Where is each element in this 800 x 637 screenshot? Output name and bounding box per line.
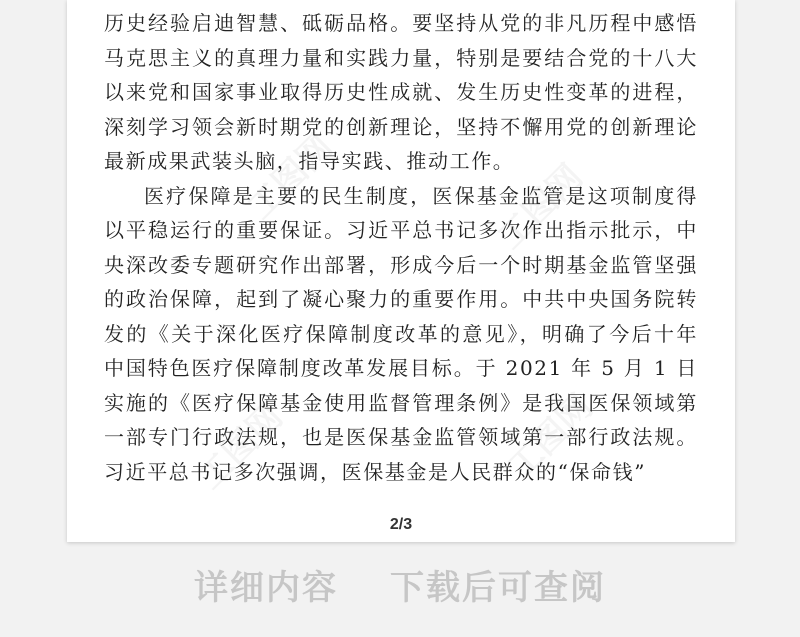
page-number: 2/3 <box>389 516 413 533</box>
document-body <box>104 6 698 489</box>
download-prompt-banner[interactable] <box>0 560 800 609</box>
paragraph-2: 医疗保障是主要的民生制度，医保基金监管是这项制度得以平稳运行的重要保证。习近平总书记多次作出指示批示，中央深改委专题研究作出部署，形成今后一个时期基金监管坚强的政治保障，起到了凝心聚力的重要作用。中共中央国务院转发的《关于深化医疗保障制度改革的意见》，明确了今后十年中国特色医疗保障制度改革发展目标。于 2021 年 5 月 1 日实施的《医疗保障基金使用监督管理条例》是我国医保领域第一部专门行政法规，也是医保基金监管领域第一部行政法规。习近平总书记多次强调，医保基金是人民群众的“保命钱” <box>104 183 698 484</box>
document-page <box>67 0 735 542</box>
watermark: 工图网 <box>190 396 291 498</box>
banner-left-text: 详细内容 <box>194 568 338 608</box>
watermark: 工图网 <box>500 386 601 488</box>
banner-right-text: 下载后可查阅 <box>390 568 606 608</box>
watermark: 工图网 <box>240 126 341 228</box>
watermark: 工图网 <box>490 156 591 258</box>
paragraph-1: 历史经验启迪智慧、砥砺品格。要坚持从党的非凡历程中感悟马克思主义的真理力量和实践力量，特别是要结合党的十八大以来党和国家事业取得历史性成就、发生历史性变革的进程，深刻学习领会新时期党的创新理论，坚持不懈用党的创新理论最新成果武装头脑，指导实践、推动工作。 <box>104 11 698 173</box>
